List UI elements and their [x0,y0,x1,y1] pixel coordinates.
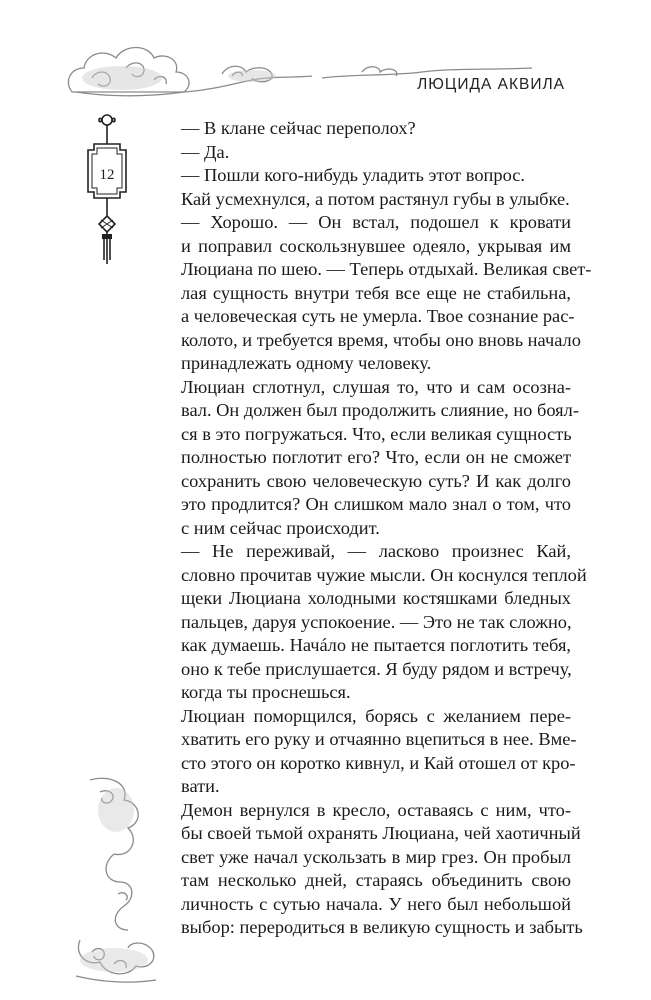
text-line: Люциан поморщился, борясь с желанием пере- [181,705,571,726]
text-line: — В клане сейчас переполох? [181,118,416,138]
text-line: вал. Он должен был продолжить слияние, но боял- [181,400,579,420]
text-line: вати. [181,776,220,796]
text-line: это продлится? Он слишком мало знал о том, что [181,494,571,514]
text-line: оно к тебе прислушается. Я буду рядом и встречу, [181,658,572,679]
text-line: Кай усмехнулся, а потом растянул губы в улыбке. [181,188,570,209]
text-line: свет уже начал ускользать в мир грез. Он пробыл [181,846,571,867]
chinese-knot-pendant-icon [80,110,150,270]
page-number: 12 [99,167,115,183]
text-line: — Пошли кого-нибудь уладить этот вопрос. [181,165,525,185]
text-line: принадлежать одному человеку. [181,353,432,373]
text-line: хватить его руку и отчаянно вцепиться в нее. Вме- [181,729,577,749]
cloud-ornament-icon [70,770,160,990]
text-line: там несколько дней, стараясь объединить свою [181,870,571,890]
text-line: — Хорошо. — Он встал, подошел к кровати [181,212,571,232]
text-line: бы своей тьмой охранять Люциана, чей хаотичный [181,823,581,843]
text-line: а человеческая суть не умерла. Твое сознание рас- [181,306,575,326]
text-line: Демон вернулся в кресло, оставаясь с ним, что- [181,799,571,820]
text-line: колото, и требуется время, чтобы оно вновь начало [181,329,581,350]
text-line: выбор: переродиться в великую сущность и забыть [181,917,583,937]
text-line: Люциана по шею. — Теперь отдыхай. Великая свет- [181,259,592,279]
text-line: полностью поглотит его? Что, если он не сможет [181,447,571,467]
text-line: с ним сейчас происходит. [181,517,380,538]
text-line: — Да. [181,141,230,162]
text-line: щеки Люциана холодными костяшками бледных [181,588,571,608]
text-line: сто этого он коротко кивнул, и Кай отошел от кро- [181,752,576,773]
body-text [181,117,592,940]
text-line: Люциан сглотнул, слушая то, что и сам осозна- [181,376,571,397]
text-line: как думаешь. Начáло не пытается поглотить тебя, [181,635,571,655]
text-line: когда ты проснешься. [181,682,351,702]
text-line: и поправил соскользнувшее одеяло, укрывая им [181,235,571,256]
text-line: — Не переживай, — ласково произнес Кай, [181,541,571,561]
text-line: личность с сутью начала. У него был небольшой [181,893,571,914]
running-header-author: ЛЮЦИДА АКВИЛА [417,76,565,93]
text-line: сохранить свою человеческую суть? И как долго [181,470,571,491]
text-line: лая сущность внутри тебя все еще не стабильна, [181,282,571,303]
text-line: словно прочитав чужие мысли. Он коснулся теплой [181,564,587,585]
text-line: пальцев, даруя успокоение. — Это не так сложно, [181,611,572,632]
text-line: ся в это погружаться. Что, если великая сущность [181,423,572,444]
